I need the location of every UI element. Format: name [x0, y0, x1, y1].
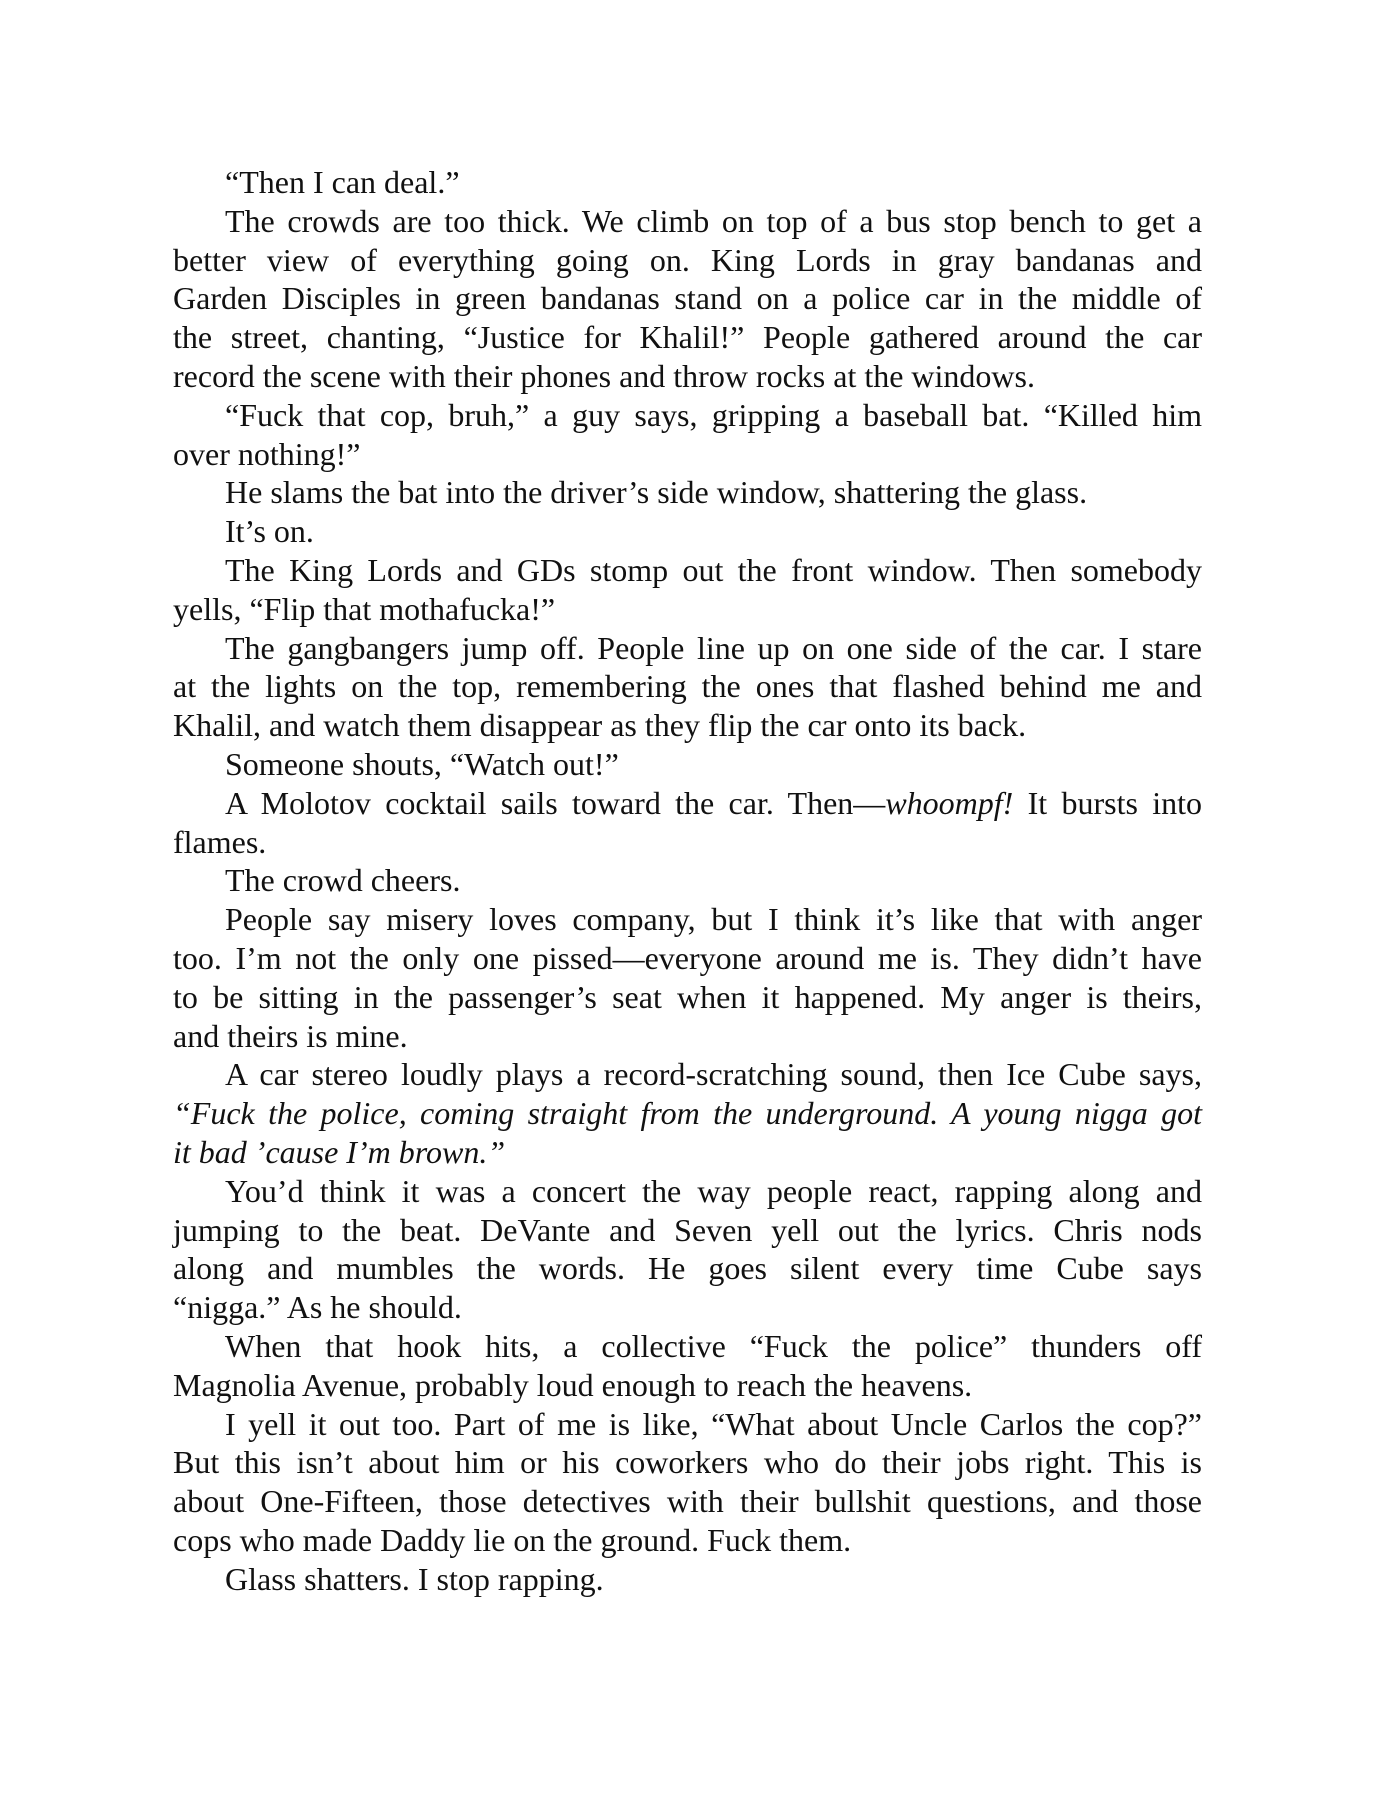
text-segment: It bursts into [1013, 784, 1203, 821]
paragraph [173, 396, 1202, 474]
text-line: cops who made Daddy lie on the ground. Fuck them. [173, 1521, 852, 1558]
text-line: about One-Fifteen, those detectives with their bullshit questions, and those [173, 1483, 1202, 1520]
text-line: yells, “Flip that mothafucka!” [173, 590, 556, 627]
text-line: Glass shatters. I stop rapping. [225, 1560, 604, 1597]
text-line: You’d think it was a concert the way people react, rapping along and [225, 1172, 1202, 1209]
italic-text: whoompf! [885, 784, 1014, 821]
text-line: over nothing!” [173, 435, 361, 472]
text-line: The gangbangers jump off. People line up on one side of the car. I stare [225, 629, 1202, 666]
text-line: When that hook hits, a collective “Fuck the police” thunders off [225, 1327, 1202, 1364]
text-line [173, 1094, 1202, 1133]
paragraph [173, 900, 1202, 1055]
text-line: the street, chanting, “Justice for Khalil!” People gathered around the car [173, 319, 1202, 356]
paragraph [173, 1327, 1202, 1405]
paragraph [173, 745, 1202, 784]
text-line: too. I’m not the only one pissed—everyone around me is. They didn’t have [173, 939, 1202, 976]
paragraph [173, 202, 1202, 396]
text-line: Magnolia Avenue, probably loud enough to reach the heavens. [173, 1366, 973, 1403]
italic-text: it bad ’cause I’m brown.” [173, 1133, 506, 1170]
text-line: A car stereo loudly plays a record-scratching sound, then Ice Cube says, [225, 1056, 1202, 1093]
text-line: People say misery loves company, but I think it’s like that with anger [225, 901, 1202, 938]
paragraph [173, 551, 1202, 629]
text-line: The King Lords and GDs stomp out the front window. Then somebody [225, 551, 1202, 588]
text-line [173, 784, 1202, 823]
paragraph [173, 861, 1202, 900]
text-segment: A Molotov cocktail sails toward the car. Then— [225, 784, 886, 821]
text-line: record the scene with their phones and throw rocks at the windows. [173, 357, 1035, 394]
text-line: to be sitting in the passenger’s seat when it happened. My anger is theirs, [173, 978, 1202, 1015]
text-line: “Fuck that cop, bruh,” a guy says, gripping a baseball bat. “Killed him [225, 396, 1202, 433]
paragraph [173, 512, 1202, 551]
italic-text: “Fuck the police, coming straight from the underground. A young nigga got [173, 1095, 1202, 1132]
text-line: Someone shouts, “Watch out!” [225, 745, 619, 782]
text-line: I yell it out too. Part of me is like, “What about Uncle Carlos the cop?” [225, 1405, 1202, 1442]
paragraph [173, 784, 1202, 862]
text-line: jumping to the beat. DeVante and Seven yell out the lyrics. Chris nods [173, 1211, 1202, 1248]
text-line: Garden Disciples in green bandanas stand on a police car in the middle of [173, 280, 1202, 317]
paragraph [173, 1172, 1202, 1327]
text-line: But this isn’t about him or his coworkers who do their jobs right. This is [173, 1444, 1202, 1481]
paragraph [173, 1560, 1202, 1599]
text-line: along and mumbles the words. He goes silent every time Cube says [173, 1250, 1202, 1287]
text-line: “nigga.” As he should. [173, 1289, 462, 1326]
text-line: better view of everything going on. King Lords in gray bandanas and [173, 241, 1202, 278]
book-page [173, 163, 1202, 1598]
text-line: The crowd cheers. [225, 862, 461, 899]
text-line: and theirs is mine. [173, 1017, 408, 1054]
paragraph [173, 473, 1202, 512]
text-line: It’s on. [225, 513, 314, 550]
text-line: The crowds are too thick. We climb on top of a bus stop bench to get a [225, 202, 1202, 239]
text-line: flames. [173, 823, 267, 860]
text-line [173, 1133, 1202, 1172]
text-line: at the lights on the top, remembering the ones that flashed behind me and [173, 668, 1202, 705]
paragraph [173, 163, 1202, 202]
text-line: “Then I can deal.” [225, 164, 460, 200]
paragraph [173, 629, 1202, 745]
paragraph [173, 1055, 1202, 1171]
text-line: Khalil, and watch them disappear as they flip the car onto its back. [173, 707, 1027, 744]
paragraph [173, 1405, 1202, 1560]
text-line: He slams the bat into the driver’s side window, shattering the glass. [225, 474, 1088, 511]
